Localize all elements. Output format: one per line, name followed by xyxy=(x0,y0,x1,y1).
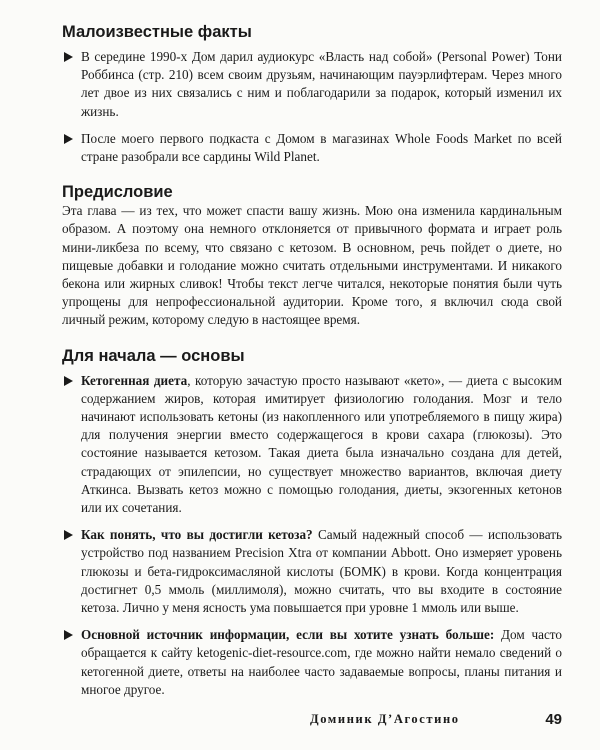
triangle-bullet-icon xyxy=(64,376,73,386)
bold-lead: Как понять, что вы достигли кетоза? xyxy=(81,527,313,543)
triangle-bullet-icon xyxy=(64,630,73,640)
running-footer-author: Доминик Д’Агостино xyxy=(310,712,460,726)
item-body: Самый надежный способ — использовать устройство под названием Precision Xtra от компании Abbott. Оно измеряет уровень глюкозы и бета-гидроксимасляной кислоты (БОМК) в крови. Когда концентрация достигнет 0,5 ммоль (миллимоля), можно считать, что вы входите в состояние кетоза. Лично у меня ясность ума повышается при уровне 1 ммоль или выше. xyxy=(81,527,562,616)
bold-lead: Кетогенная диета xyxy=(81,372,188,388)
section-little-known-facts xyxy=(62,22,562,166)
section-title-facts: Малоизвестные факты xyxy=(62,23,252,41)
basics-item-text xyxy=(81,372,562,518)
page-footer xyxy=(310,712,562,730)
fact-text: В середине 1990-х Дом дарил аудиокурс «Власть над собой» (Personal Power) Тони Роббинса (стр. 210) всем своим друзьям, начинающим пауэрлифтерам. Через много лет двое из них связались с ним и поблагодарили за подарок, который изменил их жизнь. xyxy=(81,49,562,119)
triangle-bullet-icon xyxy=(64,52,73,62)
section-preface xyxy=(62,182,562,329)
section-title-preface: Предисловие xyxy=(62,183,173,202)
section-basics xyxy=(62,346,562,699)
basics-item-text xyxy=(81,626,562,699)
triangle-bullet-icon xyxy=(64,134,73,144)
fact-text: После моего первого подкаста с Домом в магазинах Whole Foods Market по всей стране разобрали все сардины Wild Planet. xyxy=(81,130,562,165)
page-content xyxy=(62,22,562,708)
basics-item-text xyxy=(81,526,562,617)
basics-list xyxy=(62,372,562,699)
preface-paragraph: Эта глава — из тех, что может спасти вашу жизнь. Мою она изменила кардинальным образом. А поэтому она немного отклоняется от привычного формата и играет роль мини-ликбеза по всему, что связано с кетозом. В основном, речь пойдет о диете, но пищевые добавки и голодание можно считать отдельными инструментами. И никакого бекона или жирных сливок! Чтобы текст легче читался, некоторые понятия были чуть упрощены для непрофессиональной аудитории. Кроме того, я включил сюда свой личный режим, которому следую в настоящее время. xyxy=(62,203,562,328)
list-item xyxy=(62,48,562,121)
list-item xyxy=(62,372,562,518)
list-item xyxy=(62,130,562,166)
list-item xyxy=(62,626,562,699)
bold-lead: Основной источник информации, если вы хотите узнать больше: xyxy=(81,627,495,643)
section-title-basics: Для начала — основы xyxy=(62,346,245,365)
item-body: , которую зачастую просто называют «кето», — диета с высоким содержанием жиров, которая имитирует физиологию голодания. Мозг и тело начинают использовать кетоны (из накопленного или употребляемого в пищу жира) для получения энергии вместо содержащегося в крови сахара (глюкозы). Это состояние называется кетозом. Такая диета была изначально создана для детей, страдающих от эпилепсии, но существует множество вариантов, включая диету Аткинса. Вызвать кетоз можно с помощью голодания, диеты, экзогенных кетонов или их сочетания. xyxy=(81,372,562,516)
list-item xyxy=(62,526,562,617)
triangle-bullet-icon xyxy=(64,530,73,540)
page-number: 49 xyxy=(545,711,562,728)
item-body: Дом часто обращается к сайту ketogenic-diet-resource.com, где можно найти немало сведений о кетогенной диете, ответы на наиболее часто задаваемые вопросы, планы питания и многое другое. xyxy=(81,627,562,697)
facts-list xyxy=(62,48,562,166)
